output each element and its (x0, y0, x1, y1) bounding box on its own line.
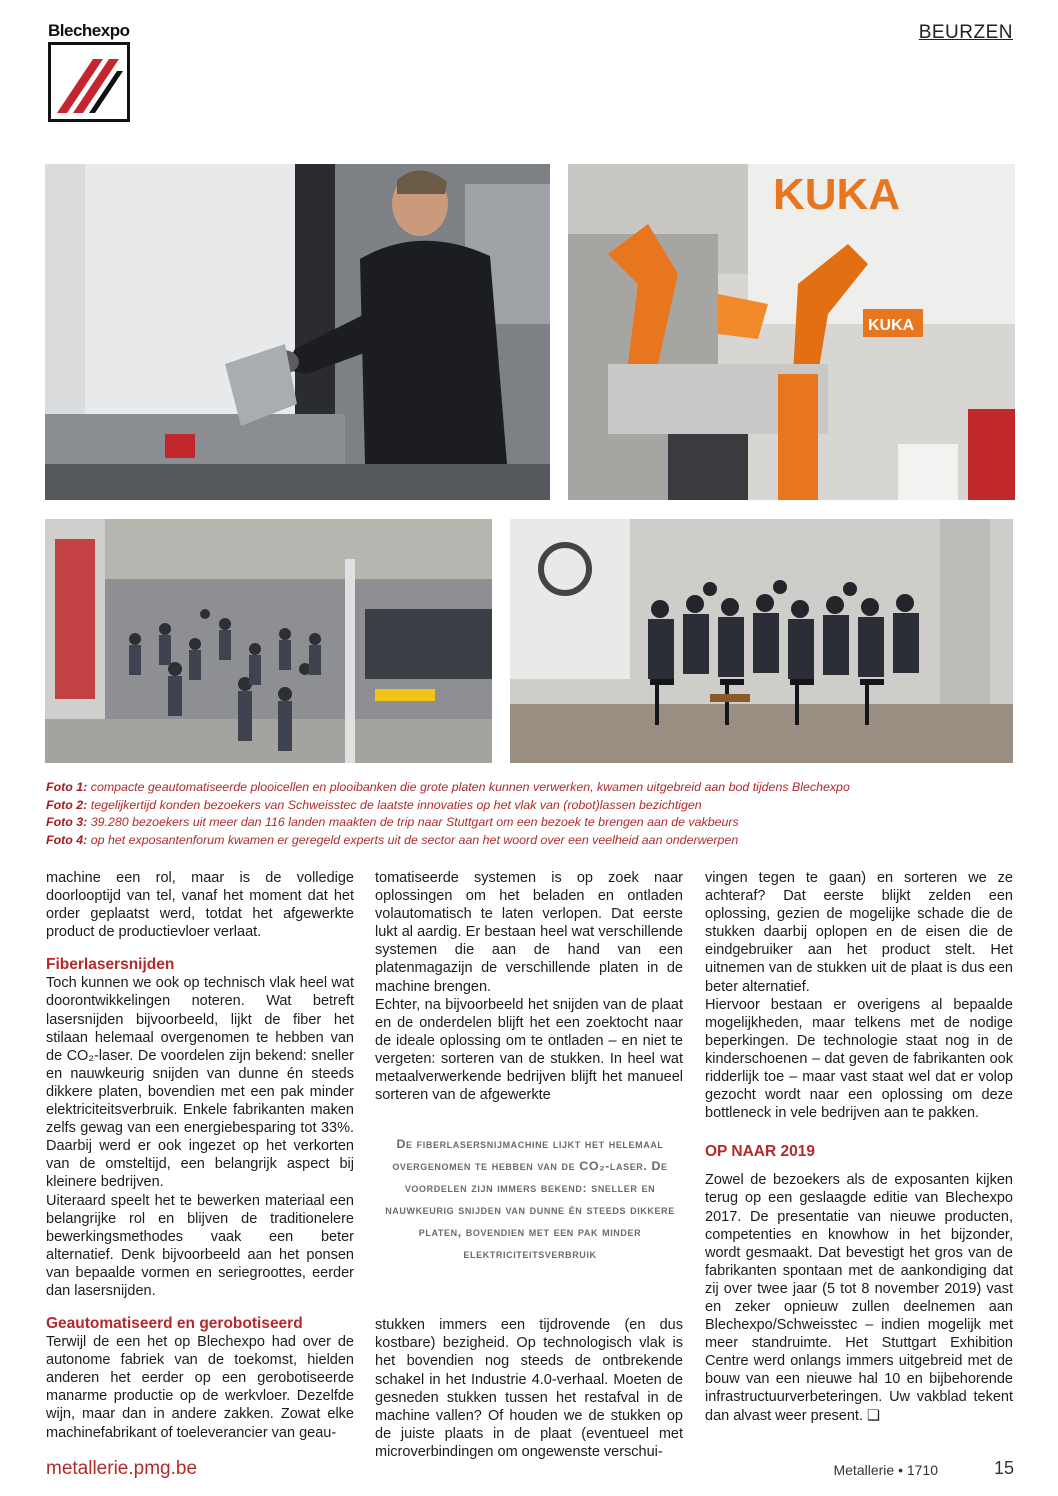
paragraph: machine een rol, maar is de volledige doorlooptijd van tel, vanaf het moment dat het order geplaatst werd, totdat het afgewerkte product de productievloer verlaat. (46, 870, 354, 941)
caption-foto-4: Foto 4: op het exposantenforum kwamen er geregeld experts uit de sector aan het woord over een veelheid aan onderwerpen (46, 832, 739, 847)
paragraph: vingen tegen te gaan) en sorteren we ze achteraf? Dat eerste blijkt zelden een oplossing, gezien de mogelijke schade die de stukken daarbij oplopen en de eisen die de eindgebruiker aan het product stelt. Het uitnemen van de stukken uit de plaat is dus een beter alternatief. (705, 870, 1013, 995)
caption-foto-2: Foto 2: tegelijkertijd konden bezoekers van Schweisstec de laatste innovaties op het vlak van (robot)lassen bezichtigen (46, 797, 702, 812)
caption-foto-3: Foto 3: 39.280 bezoekers uit meer dan 116 landen maakten de trip naar Stuttgart om een bezoek te brengen aan de vakbeurs (46, 815, 739, 829)
logo-mark-icon (48, 42, 130, 122)
paragraph: tomatiseerde systemen is op zoek naar oplossingen om het beladen en ontladen volautomatisch te laten verlopen. Dat eerste lukt al aardig. Er bestaan heel wat verschillende systemen die aan de hand van een platenmagazijn de verschillende platen in de machine brengen. (375, 870, 683, 995)
paragraph: stukken immers een tijdrovende (en dus kostbare) bezigheid. Op technologisch vlak is het bovendien nog steeds de ontbrekende schakel in het Industrie 4.0-verhaal. Moeten de gesneden stukken tussen het restafval in de machine vallen? Of houden we de stukken op de juiste plaats in de plaat (eventueel met microverbindingen om ongewenste verschui- (375, 1317, 683, 1460)
end-mark-icon: ❑ (867, 1407, 881, 1424)
photo-captions (46, 779, 1016, 849)
article-column-3 (705, 869, 1013, 1425)
footer-magazine-issue: Metallerie • 1710 (833, 1462, 938, 1478)
photo-press-brake (45, 164, 550, 500)
subheading-op-naar-2019: OP NAAR 2019 (705, 1143, 815, 1161)
photo-kuka-robots (568, 164, 1015, 500)
pull-quote: De fiberlasersnijmachine lijkt het helemaal overgenomen te hebben van de CO₂-laser. De voordelen zijn immers bekend: sneller en nauwkeurig snijden van dunne én steeds dikkere platen, bovendien met een pak minder elektriciteitsverbruik (385, 1137, 675, 1261)
paragraph: Hiervoor bestaan er overigens al bepaalde mogelijkheden, maar telkens met de nodige beperkingen. De technologie staat nog in de kinderschoenen – dat geven de fabrikanten ook ridderlijk toe – maar vast staat wel dat er volop gezocht wordt naar een oplossing om deze bottleneck in vele bedrijven aan te pakken. (705, 996, 1013, 1122)
article-column-1 (46, 869, 354, 1442)
photo-exhibition-crowd (45, 519, 492, 763)
paragraph: Uiteraard speelt het te bewerken materiaal een belangrijke rol en blijven de traditionelere bewerkingsmethodes vaak een beter alternatief. Denk bijvoorbeeld aan het ponsen van bepaalde vormen en seriegroottes, eerder dan lasersnijden. (46, 1192, 354, 1299)
paragraph: Echter, na bijvoorbeeld het snijden van de plaat en de onderdelen blijft het een zoektocht naar de ideale oplossing om te ontladen – en niet te vergeten: sorteren van de stukken. In heel wat metaalverwerkende bedrijven blijft het manueel sorteren van de afgewerkte (375, 996, 683, 1104)
photo-forum-audience (510, 519, 1013, 763)
kuka-sign-large: KUKA (773, 170, 901, 219)
caption-foto-1: Foto 1: compacte geautomatiseerde plooicellen en plooibanken die grote platen kunnen verwerken, kwamen uitgebreid aan bod tijdens Blechexpo (46, 780, 850, 794)
section-label: BEURZEN (918, 22, 1013, 43)
blechexpo-logo (48, 22, 132, 122)
paragraph: Zowel de bezoekers als de exposanten kijken terug op een geslaagde editie van Blechexpo 2017. De presentatie van nieuwe producten, competenties en knowhow in het bijzonder, wordt gesmaakt. Dat bevestigt het gros van de fabrikanten spontaan met de aankondiging dat zij over twee jaar (5 tot 8 november 2019) vast en zeker opnieuw zullen deelnemen aan Blechexpo/Schweisstec – indien mogelijk met meer standruimte. Het Stuttgart Exhibition Centre werd onlangs immers uitgebreid met de bouw van een nieuwe hal 10 en bijbehorende infrastructuurverbeteringen. Uw vakblad tekent dan alvast weer present. ❑ (705, 1172, 1013, 1424)
paragraph: Terwijl de een het op Blechexpo had over de autonome fabriek van de toekomst, hielden anderen het eerder op een gerobotiseerde manarme productie op de werkvloer. Dezelfde wijn, maar dan in andere zakken. Zowat elke machinefabrikant of toeleverancier van geau- (46, 1334, 354, 1441)
footer-website-link[interactable]: metallerie.pmg.be (46, 1458, 198, 1479)
kuka-sign-small: KUKA (868, 317, 915, 334)
subheading-fiberlaser: Fiberlasersnijden (46, 956, 175, 974)
page-number: 15 (993, 1458, 1014, 1478)
logo-text: Blechexpo (48, 21, 130, 40)
paragraph: Toch kunnen we ook op technisch vlak heel wat doorontwikkelingen noteren. Wat betreft lasersnijden bijvoorbeeld, lijkt de fiber het stilaan helemaal overgenomen te hebben van de CO₂-laser. De voordelen zijn bekend: sneller en nauwkeurig snijden van dunne én steeds dikkere platen, bovendien met een pak minder elektriciteitsverbruik. Enkele fabrikanten maken zelfs gewag van een energiebesparing tot 33%. Daarbij werd er ook ingezet op het verkorten van de omsteltijd, een belangrijk aspect bij kleinere bedrijven. (46, 975, 354, 1191)
subheading-automation: Geautomatiseerd en gerobotiseerd (46, 1315, 303, 1333)
